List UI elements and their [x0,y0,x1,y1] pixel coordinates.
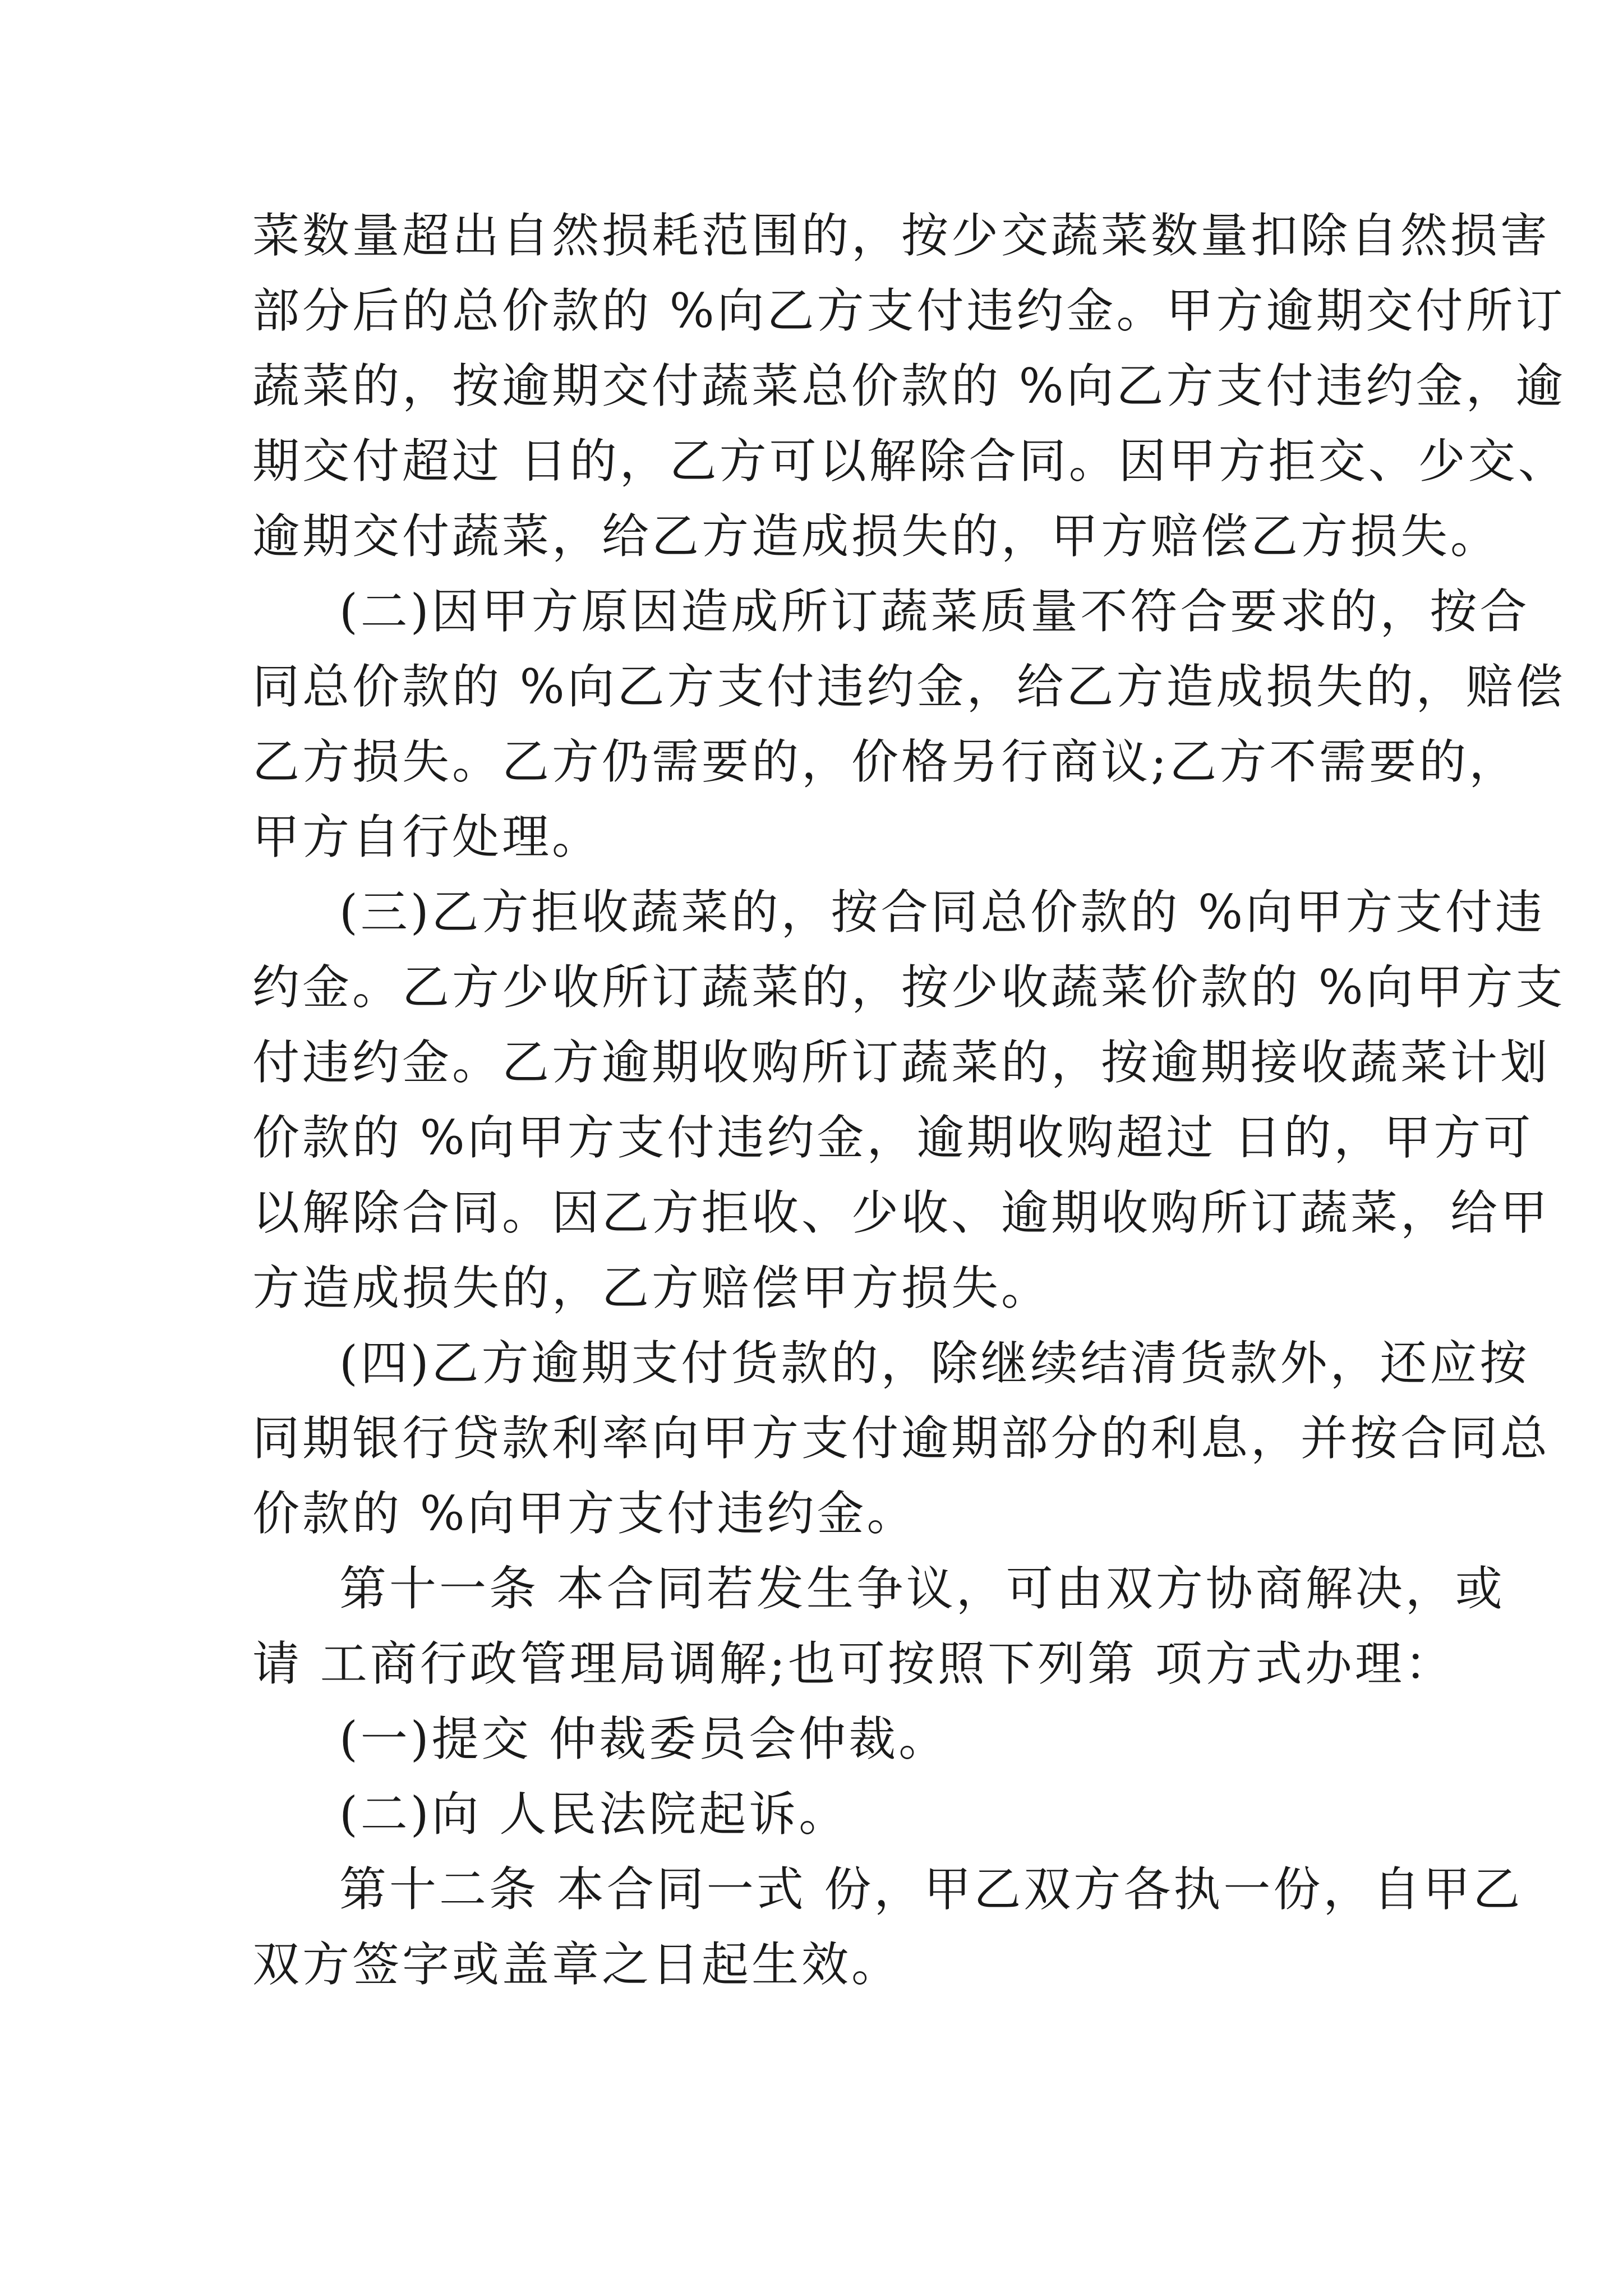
option-arbitration: (一)提交 仲裁委员会仲裁。 [339,1711,949,1766]
text-line: 价款的 %向甲方支付违约金，逾期收购超过 日的，甲方可 [252,1110,1534,1165]
paragraph-first-line: (三)乙方拒收蔬菜的，按合同总价款的 %向甲方支付违 [339,885,1546,940]
text-line: 逾期交付蔬菜，给乙方造成损失的，甲方赔偿乙方损失。 [252,509,1501,564]
text-line: 以解除合同。因乙方拒收、少收、逾期收购所订蔬菜，给甲 [252,1185,1551,1240]
option-court: (二)向 人民法院起诉。 [339,1787,849,1842]
text-line: 同期银行贷款利率向甲方支付逾期部分的利息，并按合同总 [252,1411,1551,1466]
text-line: 请 工商行政管理局调解;也可按照下列第 项方式办理： [252,1636,1455,1691]
article-eleven: 第十一条 本合同若发生争议，可由双方协商解决，或 [339,1561,1505,1616]
text-line: 甲方自行处理。 [252,809,602,864]
text-line: 同总价款的 %向乙方支付违约金，给乙方造成损失的，赔偿 [252,659,1566,714]
text-line: 方造成损失的，乙方赔偿甲方损失。 [252,1260,1052,1315]
article-twelve: 第十二条 本合同一式 份，甲乙双方各执一份，自甲乙 [339,1862,1523,1917]
text-line: 双方签字或盖章之日起生效。 [252,1937,902,1992]
paragraph-first-line: (二)因甲方原因造成所订蔬菜质量不符合要求的，按合 [339,584,1530,639]
text-line: 期交付超过 日的，乙方可以解除合同。因甲方拒交、少交、 [252,434,1568,489]
text-line: 菜数量超出自然损耗范围的，按少交蔬菜数量扣除自然损害 [252,208,1551,263]
text-line: 付违约金。乙方逾期收购所订蔬菜的，按逾期接收蔬菜计划 [252,1035,1551,1090]
paragraph-first-line: (四)乙方逾期支付货款的，除继续结清货款外，还应按 [339,1336,1530,1391]
text-line: 部分后的总价款的 %向乙方支付违约金。甲方逾期交付所订 [252,283,1566,338]
text-line: 价款的 %向甲方支付违约金。 [252,1486,917,1541]
text-line: 约金。乙方少收所订蔬菜的，按少收蔬菜价款的 %向甲方支 [252,960,1566,1015]
text-line: 蔬菜的，按逾期交付蔬菜总价款的 %向乙方支付违约金，逾 [252,358,1566,413]
text-line: 乙方损失。乙方仍需要的，价格另行商议;乙方不需要的， [252,734,1519,789]
